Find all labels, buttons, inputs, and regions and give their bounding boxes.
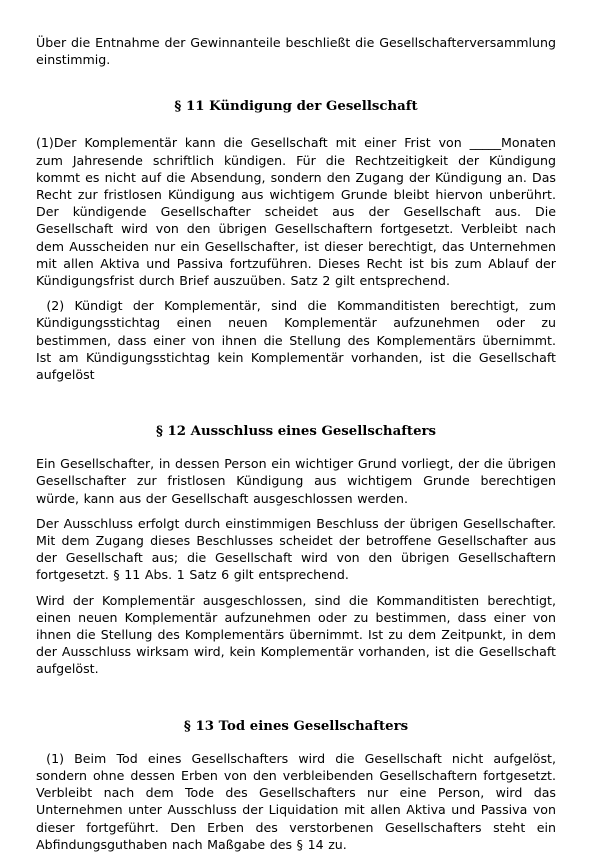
section-12-paragraph-3: Wird der Komplementär ausgeschlossen, sind die Kommanditisten berechtigt, einen neuen Komplementär aufzunehmen oder zu bestimmen, dass einer von ihnen die Stellung des Komplementärs übernimmt. Ist zu dem Zeitpunkt, in dem der Ausschluss wirksam wird, kein Komplementär vorhanden, ist die Gesellschaft aufgelöst. <box>36 592 556 677</box>
section-12-paragraph-1: Ein Gesellschafter, in dessen Person ein wichtiger Grund vorliegt, der die übrigen Gesellschafter zur fristlosen Kündigung aus wichtigem Grunde berechtigen würde, kann aus der Gesellschaft ausgeschlossen werden. <box>36 456 556 506</box>
intro-paragraph: Über die Entnahme der Gewinnanteile beschließt die Gesellschafterversammlung einstimmig. <box>36 35 556 68</box>
section-11-paragraph-1: (1)Der Komplementär kann die Gesellschaft mit einer Frist von _____Monaten zum Jahresende schriftlich kündigen. Für die Rechtzeitigkeit der Kündigung kommt es nicht auf die Absendung, sondern den Zugang der Kündigung an. Das Recht zur fristlosen Kündigung aus wichtigem Grunde bleibt hiervon unberührt. Der kündigende Gesellschafter scheidet aus der Gesellschaft aus. Die Gesellschaft wird von den übrigen Gesellschaftern fortgesetzt. Verbleibt nach dem Ausscheiden nur ein Gesellschafter, ist dieser berechtigt, das Unternehmen mit allen Aktiva und Passiva fortzuführen. Dieses Recht ist bis zum Ablauf der Kündigungsfrist durch Brief auszuüben. Satz 2 gilt entsprechend. <box>36 135 556 289</box>
section-11-paragraph-2: (2) Kündigt der Komplementär, sind die Kommanditisten berechtigt, zum Kündigungsstichtag einen neuen Komplementär aufzunehmen oder zu bestimmen, dass einer von ihnen die Stellung des Komplementärs übernimmt. Ist am Kündigungsstichtag kein Komplementär vorhanden, ist die Gesellschaft aufgelöst <box>36 298 561 383</box>
section-12-paragraph-2: Der Ausschluss erfolgt durch einstimmigen Beschluss der übrigen Gesellschafter. Mit dem Zugang dieses Beschlusses scheidet der betroffene Gesellschafter aus der Gesellschaft aus; die Gesellschaft wird von den übrigen Gesellschaftern fortgesetzt. § 11 Abs. 1 Satz 6 gilt entsprechend. <box>36 515 556 583</box>
section-11-heading: § 11 Kündigung der Gesellschaft <box>174 99 418 115</box>
section-13-paragraph-1: (1) Beim Tod eines Gesellschafters wird die Gesellschaft nicht aufgelöst, sondern ohne dessen Erben von den verbleibenden Gesellschaftern fortgesetzt. Verbleibt nach dem Tode des Gesellschafters nur eine Person, wird das Unternehmen unter Ausschluss der Liquidation mit allen Aktiva und Passiva von dieser fortgeführt. Den Erben des verstorbenen Gesellschafters steht ein Abfindungsguthaben nach Maßgabe des § 14 zu. <box>36 750 561 852</box>
document-page <box>36 34 561 853</box>
section-13-heading: § 13 Tod eines Gesellschafters <box>183 718 409 734</box>
section-12-heading: § 12 Ausschluss eines Gesellschafters <box>155 424 437 440</box>
